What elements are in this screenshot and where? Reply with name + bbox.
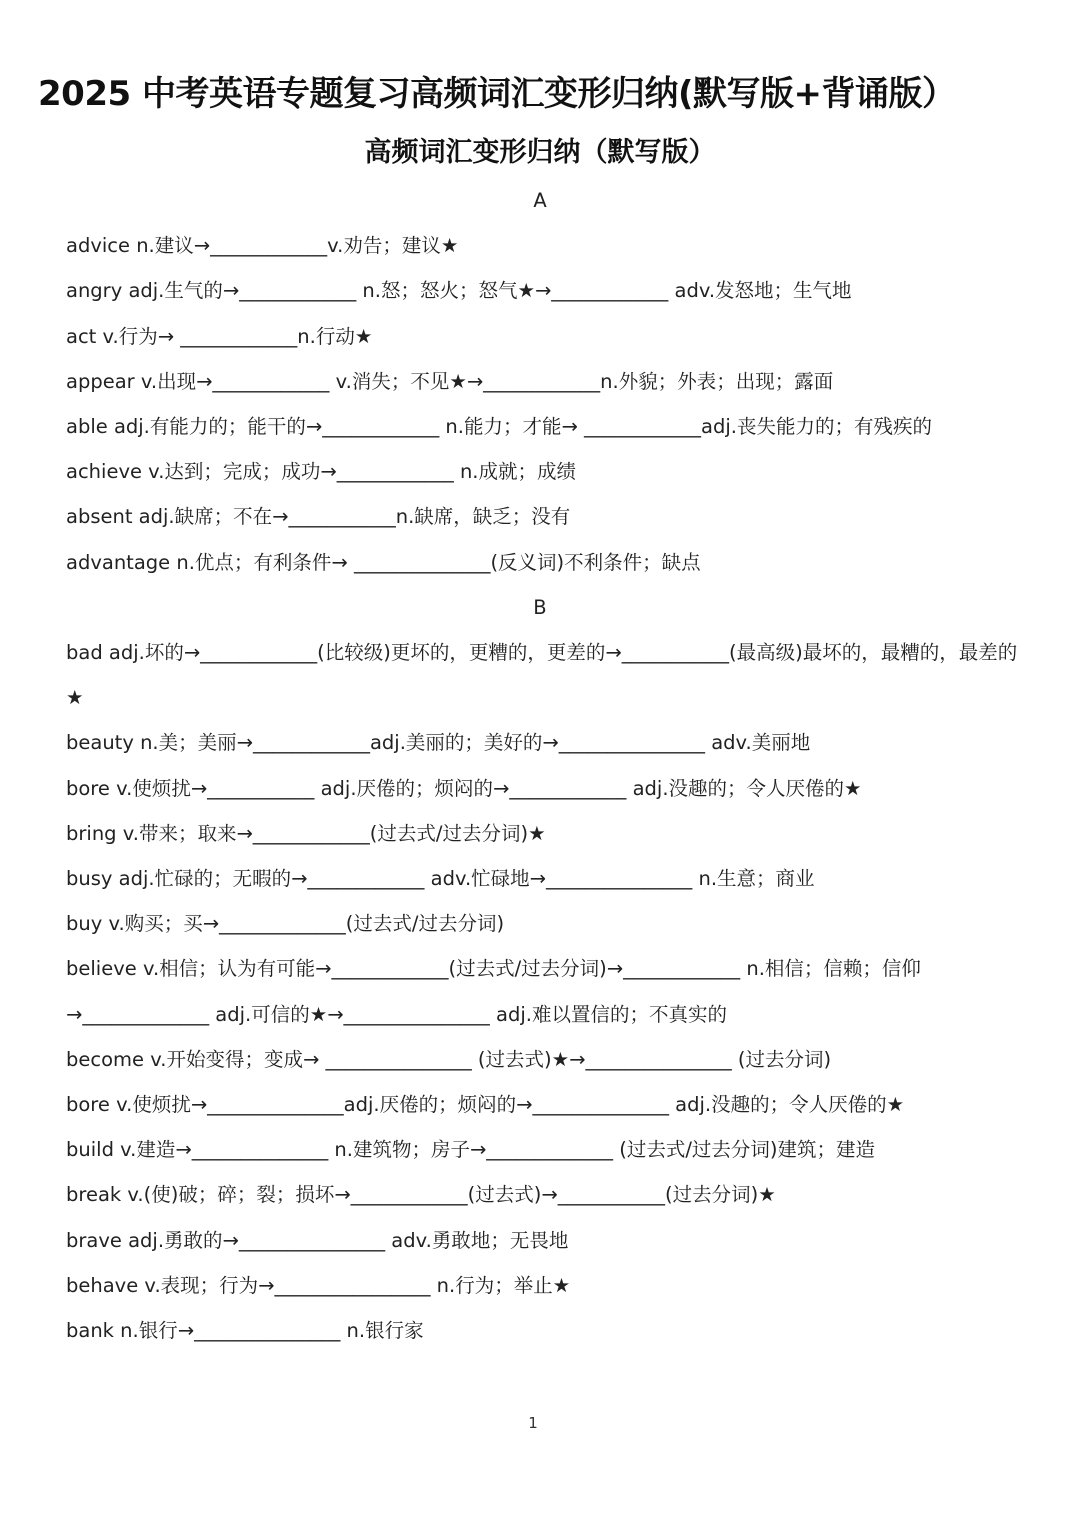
section-a [66,178,1026,585]
vocab-entry: appear v.出现→____________ v.消失；不见★→____________n.外貌；外表；出现；露面 [66,369,834,393]
vocab-entry: able adj.有能力的；能干的→____________ n.能力；才能→ ____________adj.丧失能力的；有残疾的 [66,415,932,439]
vocab-entry: achieve v.达到；完成；成功→____________ n.成就；成绩 [66,460,576,484]
document-title: 2025 中考英语专题复习高频词汇变形归纳(默写版+背诵版） [38,74,956,114]
vocab-entry: build v.建造→______________ n.建筑物；房子→_____________ (过去式/过去分词)建筑；建造 [66,1138,876,1162]
vocab-entry: buy v.购买；买→_____________(过去式/过去分词) [66,912,505,936]
vocab-entry: brave adj.勇敢的→_______________ adv.勇敢地；无畏地 [66,1228,569,1252]
vocab-entry: advantage n.优点；有利条件→ ______________(反义词)不利条件；缺点 [66,550,701,574]
vocab-entry: believe v.相信；认为有可能→____________(过去式/过去分词)→____________ n.相信；信赖；信仰→_____________ adj.可信的★→_______________ adj.难以置信的；不真实的 [66,957,921,1026]
vocab-entry: beauty n.美；美丽→____________adj.美丽的；美好的→_______________ adv.美丽地 [66,731,811,755]
document-subtitle: 高频词汇变形归纳（默写版） [364,137,716,168]
vocabulary-list [66,178,1026,1353]
section-letter: B [533,595,547,619]
section-b [66,585,1026,1353]
vocab-entry: angry adj.生气的→____________ n.怒；怒火；怒气★→____________ adv.发怒地；生气地 [66,279,852,303]
vocab-entry: become v.开始变得；变成→ _______________ (过去式)★→_______________ (过去分词) [66,1047,832,1071]
page-number: 1 [528,1414,538,1432]
vocab-entry: advice n.建议→____________v.劝告；建议★ [66,234,459,258]
section-letter: A [533,189,547,212]
vocab-entry: break v.(使)破；碎；裂；损坏→____________(过去式)→___________(过去分词)★ [66,1183,776,1207]
vocab-entry: bring v.带来；取来→____________(过去式/过去分词)★ [66,821,546,845]
vocab-entry: busy adj.忙碌的；无暇的→____________ adv.忙碌地→_______________ n.生意；商业 [66,867,815,891]
vocab-entry: act v.行为→ ____________n.行动★ [66,324,373,348]
vocab-entry: behave v.表现；行为→________________ n.行为；举止★ [66,1273,571,1297]
vocab-entry: bad adj.坏的→____________(比较级)更坏的，更糟的，更差的→___________(最高级)最坏的，最糟的，最差的★ [66,641,1018,710]
vocab-entry: absent adj.缺席；不在→___________n.缺席，缺乏；没有 [66,505,571,529]
vocab-entry: bank n.银行→_______________ n.银行家 [66,1319,424,1343]
vocab-entry: bore v.使烦扰→___________ adj.厌倦的；烦闷的→____________ adj.没趣的；令人厌倦的★ [66,776,862,800]
vocab-entry: bore v.使烦扰→______________adj.厌倦的；烦闷的→______________ adj.没趣的；令人厌倦的★ [66,1093,905,1117]
